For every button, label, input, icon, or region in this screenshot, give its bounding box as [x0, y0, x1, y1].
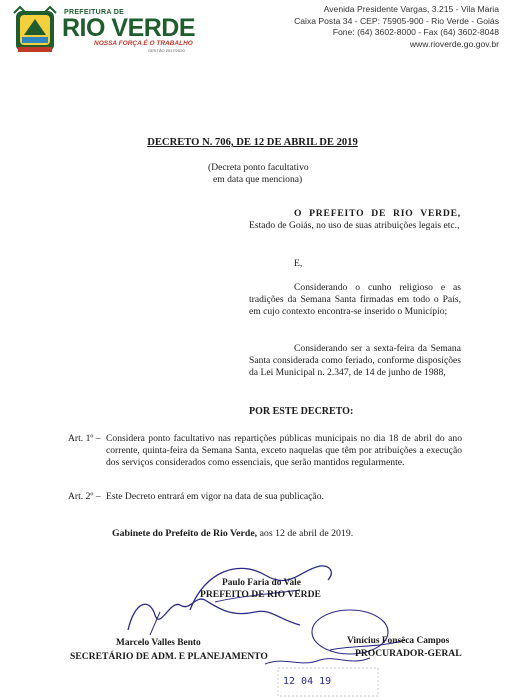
article-1 [68, 433, 462, 468]
contact-phone: Fone: (64) 3602-8000 - Fax (64) 3602-8048 [332, 27, 499, 38]
stamp-date: 12 04 19 [283, 676, 332, 687]
consideration-2: Considerando ser a sexta-feira da Semana Santa considerada como feriado, conforme disposições da Lei Municipal n. 2.347, de 14 de junho de 1988, [249, 343, 461, 379]
brand-name: RIO VERDE [62, 14, 196, 42]
authority-text: Estado de Goiás, no uso de suas atribuições legais etc., [249, 220, 460, 232]
article-label: Art. 2º – [68, 491, 101, 502]
contact-website: www.rioverde.go.gov.br [409, 38, 499, 49]
decree-clause-heading: POR ESTE DECRETO: [249, 406, 354, 417]
secretary-name: Marcelo Valles Bento [116, 638, 201, 648]
city-logo [6, 3, 206, 73]
attorney-name: Vinícius Fonsêca Campos [347, 636, 450, 646]
contact-info [294, 4, 499, 50]
brand-slogan: NOSSA FORÇA É O TRABALHO [94, 40, 193, 47]
contact-address: Avenida Presidente Vargas, 3.215 - Vila Maria [323, 4, 499, 14]
brand-prefix: PREFEITURA DE [64, 9, 125, 16]
closing-place: Gabinete do Prefeito de Rio Verde, [112, 528, 258, 539]
article-label: Art. 1º – [68, 433, 101, 444]
secretary-role: SECRETÁRIO DE ADM. E PLANEJAMENTO [70, 651, 268, 662]
attorney-role: PROCURADOR-GERAL [355, 648, 462, 659]
closing-date: aos 12 de abril de 2019. [257, 528, 354, 539]
contact-postal: Caixa Posta 34 - CEP: 75905-900 - Rio Verde - Goiás [294, 15, 499, 26]
consideration-1: Considerando o cunho religioso e as tradições da Semana Santa firmadas em todo o País, em cujo contexto encontra-se inserido o Município; [249, 282, 461, 318]
mayor-role: PREFEITO DE RIO VERDE [200, 589, 321, 600]
summary-line: em data que menciona) [213, 173, 303, 185]
conjunction: E, [294, 258, 303, 269]
article-2 [68, 491, 462, 503]
decree-title: DECRETO N. 706, DE 12 DE ABRIL DE 2019 [147, 137, 358, 148]
letterhead [0, 0, 505, 78]
brand-tagline: GESTÃO 2017/2020 [148, 48, 185, 53]
authority-paragraph [249, 208, 461, 232]
authority-title: O PREFEITO DE RIO VERDE, [294, 208, 461, 219]
article-text: Considera ponto facultativo nas repartições públicas municipais no dia 18 de abril do ano corrente, quinta-feira da Semana Santa, exceto naquelas que têm por atribuições a execução dos serviços considerados como essenciais, que serão mantidos regularmente. [106, 433, 462, 468]
coat-of-arms-icon [12, 5, 58, 55]
decree-summary [208, 162, 309, 186]
summary-line: (Decreta ponto facultativo [208, 162, 309, 173]
closing-line [112, 528, 353, 539]
mayor-name: Paulo Faria do Vale [222, 578, 301, 588]
article-text: Este Decreto entrará em vigor na data de sua publicação. [106, 491, 324, 502]
